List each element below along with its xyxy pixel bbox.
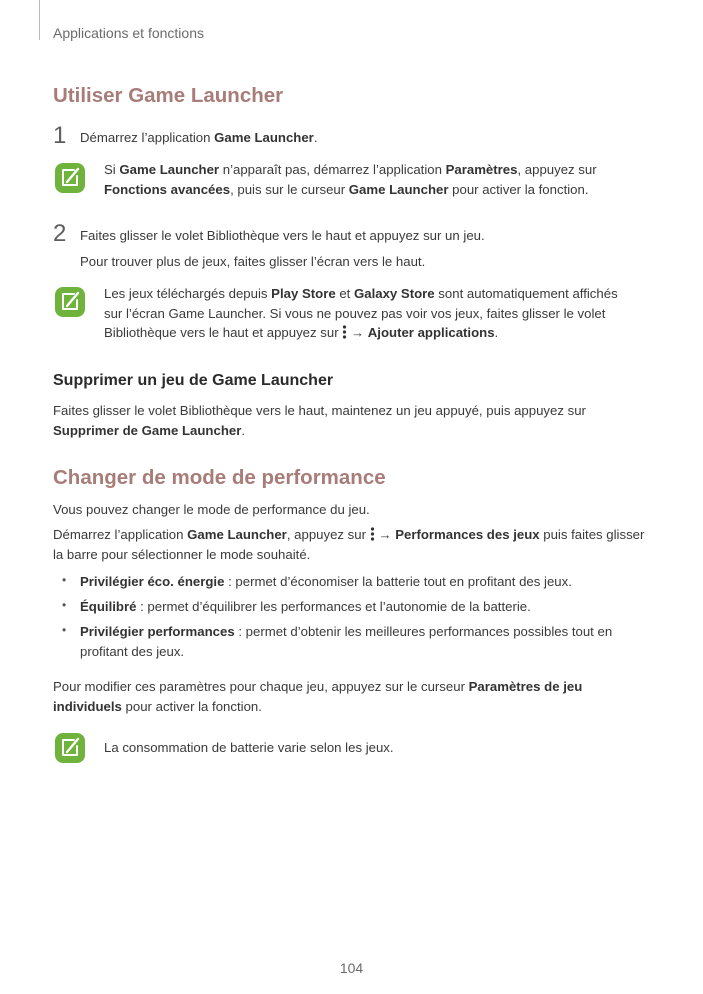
note-2-line-2: sur l’écran Game Launcher. Si vous ne pouvez pas voir vos jeux, faites glisser le volet bbox=[104, 306, 606, 321]
note-3-text: La consommation de batterie varie selon les jeux. bbox=[104, 740, 394, 755]
note-1-line-1: Si Game Launcher n’apparaît pas, démarrez l’application Paramètres, appuyez sur bbox=[104, 162, 597, 177]
note-2-line-3: Bibliothèque vers le haut et appuyez sur → Ajouter applications. bbox=[104, 324, 498, 344]
running-header: Applications et fonctions bbox=[53, 25, 204, 41]
page-number: 104 bbox=[339, 960, 364, 976]
bullet-item: Privilégier performances : permet d’obtenir les meilleures performances possibles tout en bbox=[80, 624, 613, 639]
step-2-line-1: Faites glisser le volet Bibliothèque vers le haut et appuyez sur un jeu. bbox=[80, 228, 485, 243]
header-rule bbox=[39, 0, 40, 40]
step-number-2: 2 bbox=[53, 220, 67, 247]
bullet-item: Privilégier éco. énergie : permet d’économiser la batterie tout en profitant des jeux. bbox=[80, 574, 572, 589]
bullet-item-continuation: profitant des jeux. bbox=[80, 644, 185, 659]
section-2-line-2: Supprimer de Game Launcher. bbox=[53, 423, 246, 438]
subsection-title-supprimer: Supprimer un jeu de Game Launcher bbox=[53, 372, 334, 389]
section-2-line-1: Faites glisser le volet Bibliothèque vers le haut, maintenez un jeu appuyé, puis appuyez sur bbox=[53, 403, 586, 418]
step-number-1: 1 bbox=[53, 122, 67, 149]
step-1-text: Démarrez l’application Game Launcher. bbox=[80, 130, 318, 145]
section-title-utiliser: Utiliser Game Launcher bbox=[53, 84, 284, 107]
section-3-para-2-line-1: Démarrez l’application Game Launcher, appuyez sur → Performances des jeux puis faites glisser bbox=[53, 526, 644, 546]
bullet-dot: • bbox=[62, 623, 67, 637]
note-icon bbox=[55, 163, 85, 193]
note-2-line-1: Les jeux téléchargés depuis Play Store et Galaxy Store sont automatiquement affichés bbox=[104, 286, 618, 301]
section-3-para-3-line-2: individuels pour activer la fonction. bbox=[53, 699, 262, 714]
section-3-para-1: Vous pouvez changer le mode de performance du jeu. bbox=[53, 502, 370, 517]
note-icon bbox=[55, 733, 85, 763]
section-title-performance: Changer de mode de performance bbox=[53, 466, 386, 489]
bullet-dot: • bbox=[62, 573, 67, 587]
section-3-para-3-line-1: Pour modifier ces paramètres pour chaque jeu, appuyez sur le curseur Paramètres de jeu bbox=[53, 679, 583, 694]
section-3-para-2-line-2: la barre pour sélectionner le mode souhaité. bbox=[53, 547, 311, 562]
step-2-line-2: Pour trouver plus de jeux, faites glisser l’écran vers le haut. bbox=[80, 254, 426, 269]
bullet-dot: • bbox=[62, 598, 67, 612]
note-icon bbox=[55, 287, 85, 317]
bullet-item: Équilibré : permet d’équilibrer les performances et l’autonomie de la batterie. bbox=[80, 599, 531, 614]
note-1-line-2: Fonctions avancées, puis sur le curseur Game Launcher pour activer la fonction. bbox=[104, 182, 589, 197]
